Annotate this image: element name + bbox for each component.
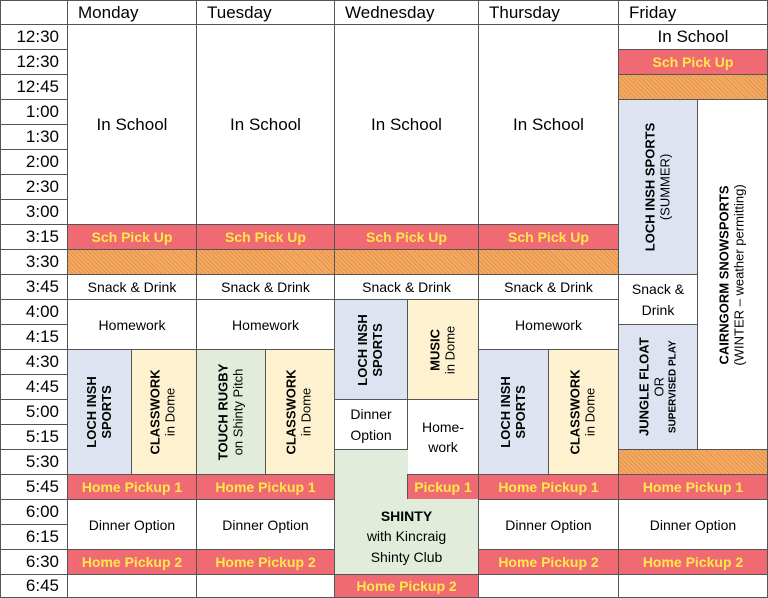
music-label: MUSIC xyxy=(427,328,443,371)
homework-line2: work xyxy=(428,439,458,455)
time-label: 4:15 xyxy=(0,324,68,350)
home-pickup-2-bar: Home Pickup 2 xyxy=(618,549,768,575)
day-header-tuesday: Tuesday xyxy=(196,0,335,25)
loch-insh-label: LOCH INSH xyxy=(83,376,99,448)
jungle-float-label: JUNGLE FLOAT xyxy=(636,337,652,437)
empty-cell xyxy=(196,574,335,598)
time-label: 6:45 xyxy=(0,574,68,598)
in-school-block: In School xyxy=(67,24,197,225)
snack-drink-cell: Snack & Drink xyxy=(334,274,479,300)
supervised-play-label: SUPERVISED PLAY xyxy=(667,340,679,434)
snack-drink-cell: Snack & Drink xyxy=(67,274,197,300)
home-pickup-1-bar: Home Pickup 1 xyxy=(196,474,335,500)
in-dome-label: in Dome xyxy=(582,387,598,437)
hatched-slot xyxy=(618,74,768,100)
snack-drink-cell xyxy=(618,274,698,325)
empty-cell xyxy=(618,574,768,598)
touch-rugby-block xyxy=(196,349,266,475)
loch-insh-sports-label: LOCH INSH SPORTS xyxy=(642,122,658,252)
pickup-1-bar: Pickup 1 xyxy=(407,474,479,500)
homework-cell: Homework xyxy=(196,299,335,350)
dinner-option-cell: Dinner Option xyxy=(67,499,197,550)
shinty-block xyxy=(334,499,479,575)
cairngorm-snowsports-block xyxy=(697,99,768,450)
time-label: 12:30 xyxy=(0,24,68,50)
school-pickup-bar: Sch Pick Up xyxy=(196,224,335,250)
time-label: 5:30 xyxy=(0,449,68,475)
winter-note-label: (WINTER – weather permitting) xyxy=(731,183,747,366)
time-label: 12:45 xyxy=(0,74,68,100)
time-label: 6:30 xyxy=(0,549,68,575)
school-pickup-bar: Sch Pick Up xyxy=(618,49,768,75)
sports-label: SPORTS xyxy=(98,385,114,439)
shinty-club-label: Shinty Club xyxy=(370,548,443,565)
home-pickup-1-bar: Home Pickup 1 xyxy=(478,474,619,500)
shinty-label: SHINTY xyxy=(380,508,433,525)
dinner-option-cell: Dinner Option xyxy=(618,499,768,550)
empty-cell xyxy=(478,574,619,598)
classwork-label: CLASSWORK xyxy=(567,369,583,455)
hatched-slot xyxy=(67,249,197,275)
home-pickup-1-bar: Home Pickup 1 xyxy=(618,474,768,500)
home-pickup-2-bar: Home Pickup 2 xyxy=(334,574,479,598)
corner-cell xyxy=(0,0,68,25)
time-label: 2:00 xyxy=(0,149,68,175)
time-label: 6:00 xyxy=(0,499,68,525)
time-label: 1:00 xyxy=(0,99,68,125)
time-label: 5:45 xyxy=(0,474,68,500)
time-label: 12:30 xyxy=(0,49,68,75)
in-dome-label: in Dome xyxy=(299,387,314,437)
in-school-block: In School xyxy=(334,24,479,225)
snack-drink-cell: Snack & Drink xyxy=(196,274,335,300)
in-dome-label: in Dome xyxy=(163,387,178,437)
sports-label: SPORTS xyxy=(512,385,528,439)
time-label: 1:30 xyxy=(0,124,68,150)
school-pickup-bar: Sch Pick Up xyxy=(334,224,479,250)
time-label: 4:00 xyxy=(0,299,68,325)
time-label: 3:00 xyxy=(0,199,68,225)
day-header-friday: Friday xyxy=(618,0,768,25)
loch-insh-label: LOCH INSH xyxy=(355,313,371,386)
home-pickup-2-bar: Home Pickup 2 xyxy=(67,549,197,575)
homework-line1: Home- xyxy=(421,418,464,435)
loch-insh-sports-block xyxy=(334,299,408,400)
loch-insh-sports-block xyxy=(478,349,549,475)
time-label: 5:00 xyxy=(0,399,68,425)
summer-label: (SUMMER) xyxy=(657,153,673,221)
time-label: 6:15 xyxy=(0,524,68,550)
snack-drink-cell: Snack & Drink xyxy=(478,274,619,300)
in-dome-label: in Dome xyxy=(441,325,457,374)
snack-line2: Drink xyxy=(641,301,675,318)
touch-rugby-label: TOUCH RUGBY xyxy=(215,363,231,461)
home-pickup-2-bar: Home Pickup 2 xyxy=(478,549,619,575)
classwork-block xyxy=(131,349,197,475)
time-label: 3:30 xyxy=(0,249,68,275)
homework-cell: Homework xyxy=(478,299,619,350)
dinner-line1: Dinner xyxy=(350,406,392,423)
dinner-option-cell xyxy=(334,399,408,450)
jungle-float-block xyxy=(618,324,698,450)
loch-insh-sports-summer-block xyxy=(618,99,698,275)
kincraig-label: with Kincraig xyxy=(366,528,447,545)
loch-insh-sports-block xyxy=(67,349,132,475)
time-label: 4:30 xyxy=(0,349,68,375)
home-pickup-2-bar: Home Pickup 2 xyxy=(196,549,335,575)
hatched-slot xyxy=(618,449,768,475)
time-label: 5:15 xyxy=(0,424,68,450)
music-block xyxy=(407,299,479,400)
shinty-pitch-label: on Shinty Pitch xyxy=(230,368,246,456)
dinner-line2: Option xyxy=(350,426,392,443)
homework-cell xyxy=(407,399,479,475)
in-school-block: In School xyxy=(478,24,619,225)
day-header-thursday: Thursday xyxy=(478,0,619,25)
time-label: 3:45 xyxy=(0,274,68,300)
time-label: 3:15 xyxy=(0,224,68,250)
dinner-option-cell: Dinner Option xyxy=(196,499,335,550)
hatched-slot xyxy=(196,249,335,275)
classwork-label: CLASSWORK xyxy=(284,369,300,455)
classwork-block xyxy=(265,349,335,475)
in-school-block: In School xyxy=(196,24,335,225)
in-school-cell: In School xyxy=(618,24,768,50)
empty-cell xyxy=(67,574,197,598)
time-label: 4:45 xyxy=(0,374,68,400)
school-pickup-bar: Sch Pick Up xyxy=(67,224,197,250)
classwork-block xyxy=(548,349,619,475)
school-pickup-bar: Sch Pick Up xyxy=(478,224,619,250)
home-pickup-1-bar: Home Pickup 1 xyxy=(67,474,197,500)
or-label: OR xyxy=(651,377,667,397)
hatched-slot xyxy=(478,249,619,275)
day-header-wednesday: Wednesday xyxy=(334,0,479,25)
snack-line1: Snack & xyxy=(631,281,685,298)
classwork-label: CLASSWORK xyxy=(148,369,164,455)
time-label: 2:30 xyxy=(0,174,68,200)
hatched-slot xyxy=(334,249,479,275)
dinner-option-cell: Dinner Option xyxy=(478,499,619,550)
day-header-monday: Monday xyxy=(67,0,197,25)
sports-label: SPORTS xyxy=(370,322,385,377)
loch-insh-label: LOCH INSH xyxy=(497,376,513,448)
homework-cell: Homework xyxy=(67,299,197,350)
cairngorm-label: CAIRNGORM SNOWSPORTS xyxy=(716,184,732,365)
